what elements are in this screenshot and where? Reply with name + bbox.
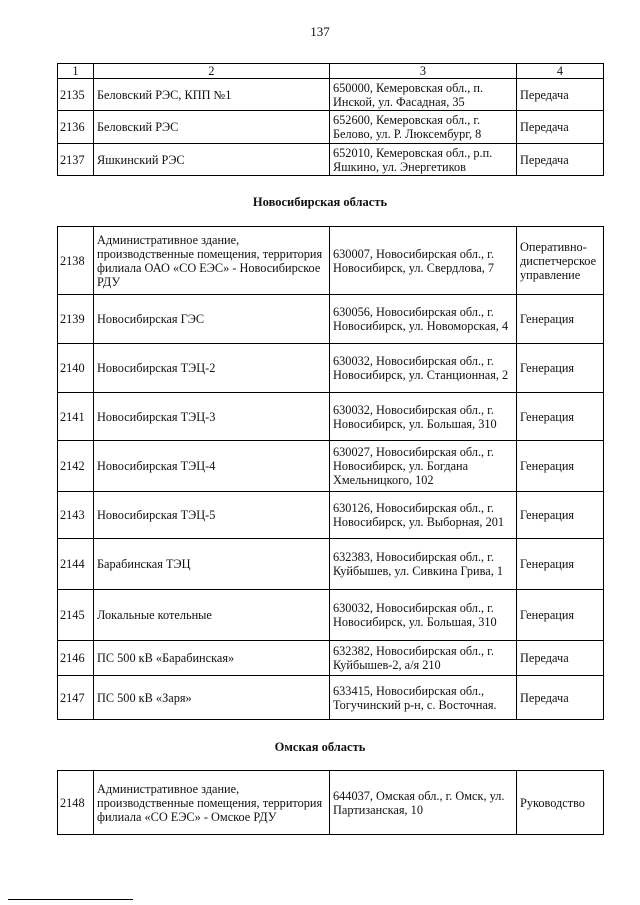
row-number: 2136 <box>58 111 94 144</box>
row-number: 2135 <box>58 79 94 111</box>
table-row <box>58 771 604 835</box>
object-address: 630027, Новосибирская обл., г. Новосибирск, ул. Богдана Хмельницкого, 102 <box>330 441 517 492</box>
object-activity: Оперативно-диспетчерское управление <box>517 227 604 295</box>
object-address: 632382, Новосибирская обл., г. Куйбышев-2, а/я 210 <box>330 641 517 676</box>
table-row <box>58 111 604 144</box>
object-name: Административное здание, производственные помещения, территория филиала «СО ЕЭС» - Омское РДУ <box>94 771 330 835</box>
object-name: Административное здание, производственные помещения, территория филиала ОАО «СО ЕЭС» - Новосибирское РДУ <box>94 227 330 295</box>
table-row <box>58 144 604 176</box>
header-cell: 4 <box>517 64 604 79</box>
object-address: 632383, Новосибирская обл., г. Куйбышев, ул. Сивкина Грива, 1 <box>330 539 517 590</box>
novosibirsk-table <box>57 226 604 720</box>
object-activity: Передача <box>517 111 604 144</box>
object-name: Новосибирская ТЭЦ-2 <box>94 344 330 393</box>
table-row <box>58 539 604 590</box>
object-activity: Генерация <box>517 492 604 539</box>
object-activity: Передача <box>517 676 604 720</box>
row-number: 2147 <box>58 676 94 720</box>
table-row <box>58 441 604 492</box>
object-name: Новосибирская ГЭС <box>94 295 330 344</box>
table-row <box>58 344 604 393</box>
section-title-omsk: Омская область <box>274 740 366 754</box>
object-address: 650000, Кемеровская обл., п. Инской, ул. Фасадная, 35 <box>330 79 517 111</box>
row-number: 2140 <box>58 344 94 393</box>
row-number: 2141 <box>58 393 94 441</box>
row-number: 2146 <box>58 641 94 676</box>
table-row <box>58 641 604 676</box>
header-cell: 1 <box>58 64 94 79</box>
table-row <box>58 676 604 720</box>
row-number: 2138 <box>58 227 94 295</box>
object-activity: Передача <box>517 144 604 176</box>
object-name: Локальные котельные <box>94 590 330 641</box>
object-address: 630056, Новосибирская обл., г. Новосибирск, ул. Новоморская, 4 <box>330 295 517 344</box>
object-address: 652600, Кемеровская обл., г. Белово, ул. Р. Люксембург, 8 <box>330 111 517 144</box>
object-address: 630126, Новосибирская обл., г. Новосибирск, ул. Выборная, 201 <box>330 492 517 539</box>
object-activity: Руководство <box>517 771 604 835</box>
object-name: Яшкинский РЭС <box>94 144 330 176</box>
object-activity: Генерация <box>517 441 604 492</box>
row-number: 2148 <box>58 771 94 835</box>
table-row <box>58 590 604 641</box>
object-name: Новосибирская ТЭЦ-3 <box>94 393 330 441</box>
object-address: 652010, Кемеровская обл., р.п. Яшкино, ул. Энергетиков <box>330 144 517 176</box>
row-number: 2145 <box>58 590 94 641</box>
object-name: ПС 500 кВ «Заря» <box>94 676 330 720</box>
object-activity: Передача <box>517 641 604 676</box>
object-activity: Генерация <box>517 344 604 393</box>
object-address: 630032, Новосибирская обл., г. Новосибирск, ул. Большая, 310 <box>330 393 517 441</box>
object-name: Новосибирская ТЭЦ-4 <box>94 441 330 492</box>
object-activity: Генерация <box>517 393 604 441</box>
row-number: 2137 <box>58 144 94 176</box>
object-address: 633415, Новосибирская обл., Тогучинский р-н, с. Восточная. <box>330 676 517 720</box>
table-row <box>58 227 604 295</box>
object-address: 630032, Новосибирская обл., г. Новосибирск, ул. Станционная, 2 <box>330 344 517 393</box>
row-number: 2143 <box>58 492 94 539</box>
object-address: 644037, Омская обл., г. Омск, ул. Партизанская, 10 <box>330 771 517 835</box>
section-title-novosibirsk: Новосибирская область <box>252 195 388 209</box>
object-activity: Генерация <box>517 539 604 590</box>
omsk-table <box>57 770 604 835</box>
row-number: 2142 <box>58 441 94 492</box>
table-row <box>58 393 604 441</box>
object-name: Барабинская ТЭЦ <box>94 539 330 590</box>
header-cell: 2 <box>94 64 330 79</box>
object-name: Беловский РЭС, КПП №1 <box>94 79 330 111</box>
object-name: Беловский РЭС <box>94 111 330 144</box>
table-row <box>58 492 604 539</box>
header-cell: 3 <box>330 64 517 79</box>
object-activity: Генерация <box>517 295 604 344</box>
page-number: 137 <box>310 24 330 39</box>
kemerovo-table <box>57 63 604 176</box>
object-activity: Передача <box>517 79 604 111</box>
footnote-separator <box>8 899 133 900</box>
object-name: ПС 500 кВ «Барабинская» <box>94 641 330 676</box>
table-row <box>58 79 604 111</box>
object-address: 630032, Новосибирская обл., г. Новосибирск, ул. Большая, 310 <box>330 590 517 641</box>
row-number: 2144 <box>58 539 94 590</box>
table-row <box>58 295 604 344</box>
object-name: Новосибирская ТЭЦ-5 <box>94 492 330 539</box>
row-number: 2139 <box>58 295 94 344</box>
table-header-row <box>58 64 604 79</box>
object-address: 630007, Новосибирская обл., г. Новосибирск, ул. Свердлова, 7 <box>330 227 517 295</box>
object-activity: Генерация <box>517 590 604 641</box>
